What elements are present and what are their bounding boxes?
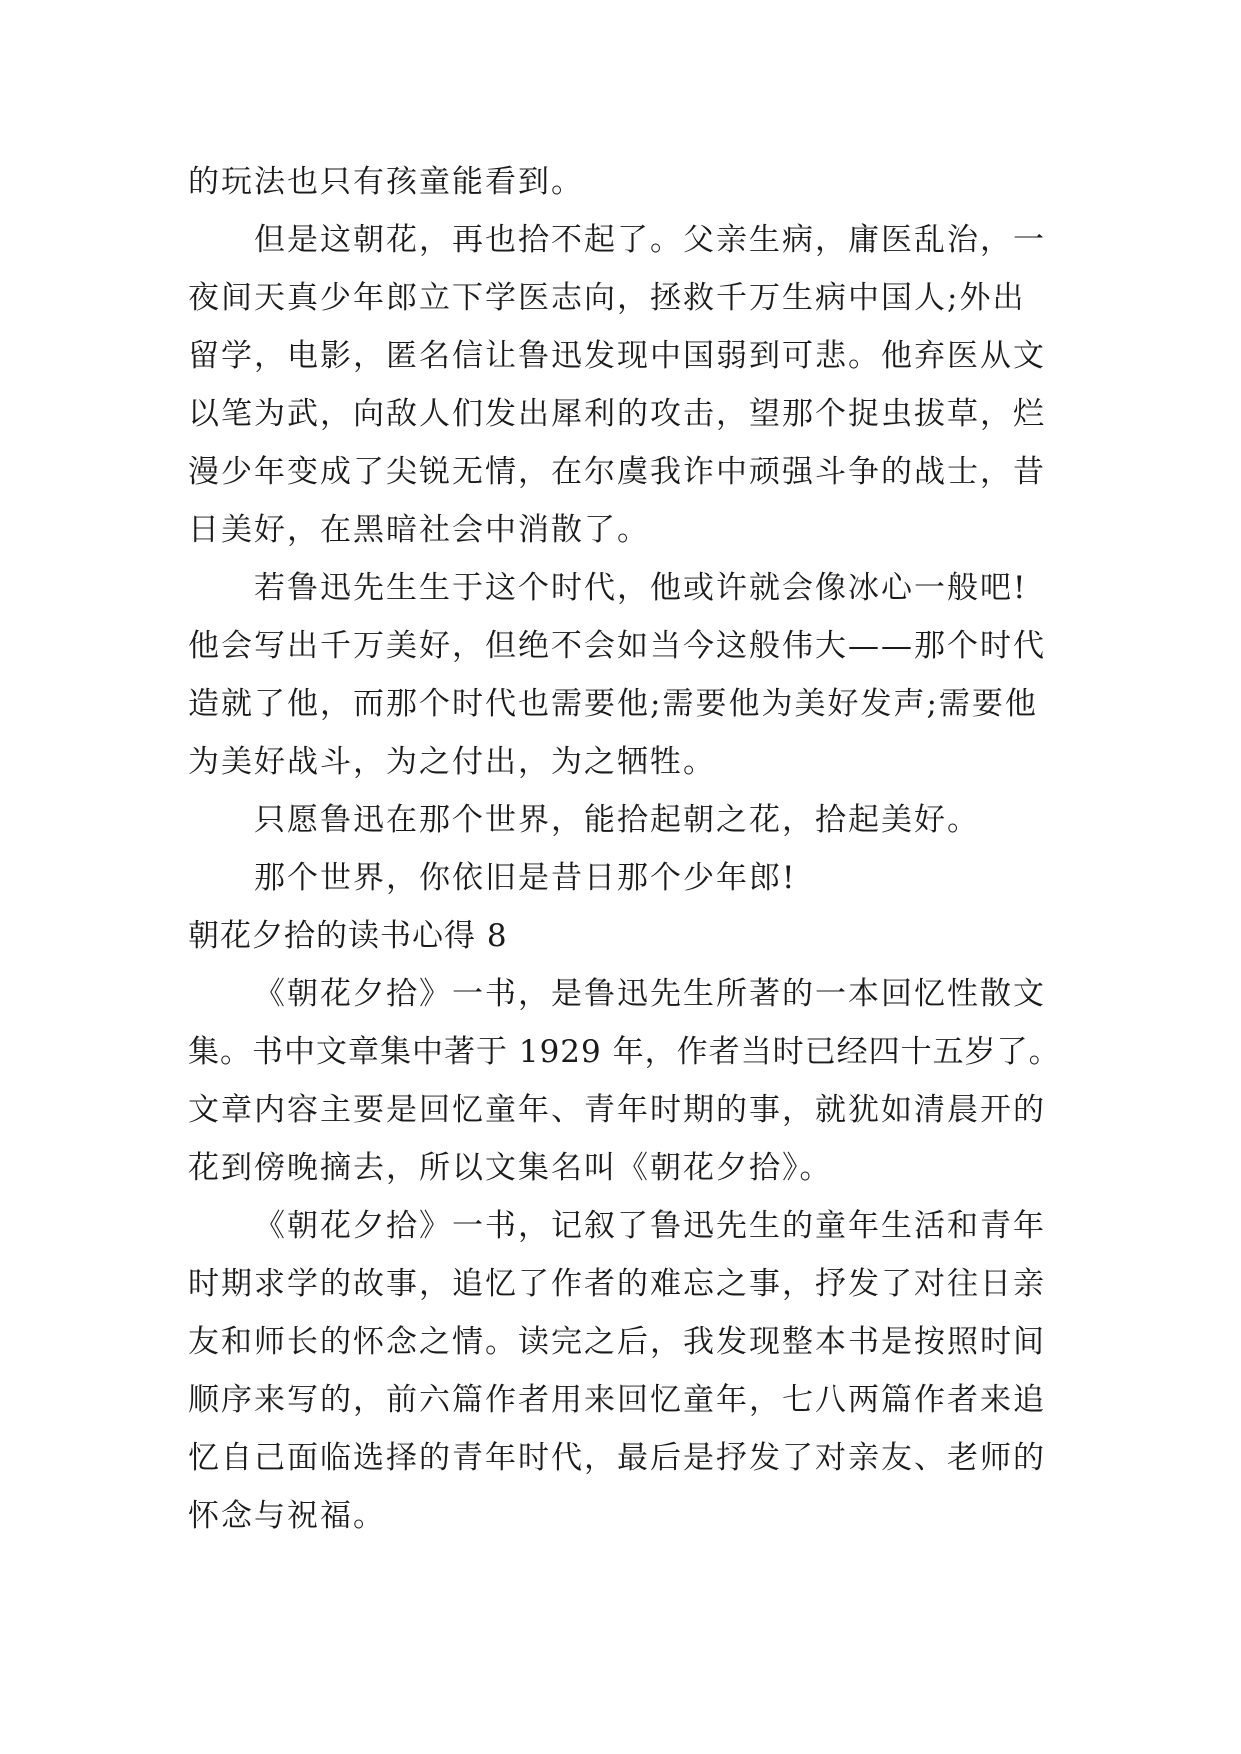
text-line: 留学，电影，匿名信让鲁迅发现中国弱到可悲。他弃医从文 [188,338,1046,374]
text-line: 以笔为武，向敌人们发出犀利的攻击，望那个捉虫拔草，烂 [188,396,1046,432]
paragraph-first-line: 《朝花夕拾》一书，记叙了鲁迅先生的童年生活和青年 [254,1208,1046,1244]
paragraph-first-line: 若鲁迅先生生于这个时代，他或许就会像冰心一般吧! [254,570,1028,606]
paragraph-first-line: 但是这朝花，再也拾不起了。父亲生病，庸医乱治，一 [254,222,1046,258]
text-line: 造就了他，而那个时代也需要他;需要他为美好发声;需要他 [188,686,1038,722]
section-heading: 朝花夕拾的读书心得 8 [188,918,508,954]
text-line: 友和师长的怀念之情。读完之后，我发现整本书是按照时间 [188,1324,1046,1360]
text-line: 他会写出千万美好，但绝不会如当今这般伟大——那个时代 [188,628,1046,664]
paragraph-first-line: 只愿鲁迅在那个世界，能拾起朝之花，拾起美好。 [254,802,980,838]
text-line: 时期求学的故事，追忆了作者的难忘之事，抒发了对往日亲 [188,1266,1046,1302]
text-line: 集。书中文章集中著于 1929 年，作者当时已经四十五岁了。 [188,1034,1061,1070]
text-line: 忆自己面临选择的青年时代，最后是抒发了对亲友、老师的 [188,1440,1046,1476]
text-line: 文章内容主要是回忆童年、青年时期的事，就犹如清晨开的 [188,1092,1046,1128]
text-line: 日美好，在黑暗社会中消散了。 [188,512,650,548]
text-line: 的玩法也只有孩童能看到。 [188,164,584,200]
text-line: 夜间天真少年郎立下学医志向，拯救千万生病中国人;外出 [188,280,1026,316]
text-line: 花到傍晚摘去，所以文集名叫《朝花夕拾》。 [188,1150,833,1186]
text-line: 顺序来写的，前六篇作者用来回忆童年，七八两篇作者来追 [188,1382,1046,1418]
text-line: 漫少年变成了尖锐无情，在尔虞我诈中顽强斗争的战士，昔 [188,454,1046,490]
text-line: 为美好战斗，为之付出，为之牺牲。 [188,744,716,780]
text-line: 怀念与祝福。 [188,1498,386,1534]
paragraph-first-line: 那个世界，你依旧是昔日那个少年郎! [254,860,797,896]
paragraph-first-line: 《朝花夕拾》一书，是鲁迅先生所著的一本回忆性散文 [254,976,1046,1012]
